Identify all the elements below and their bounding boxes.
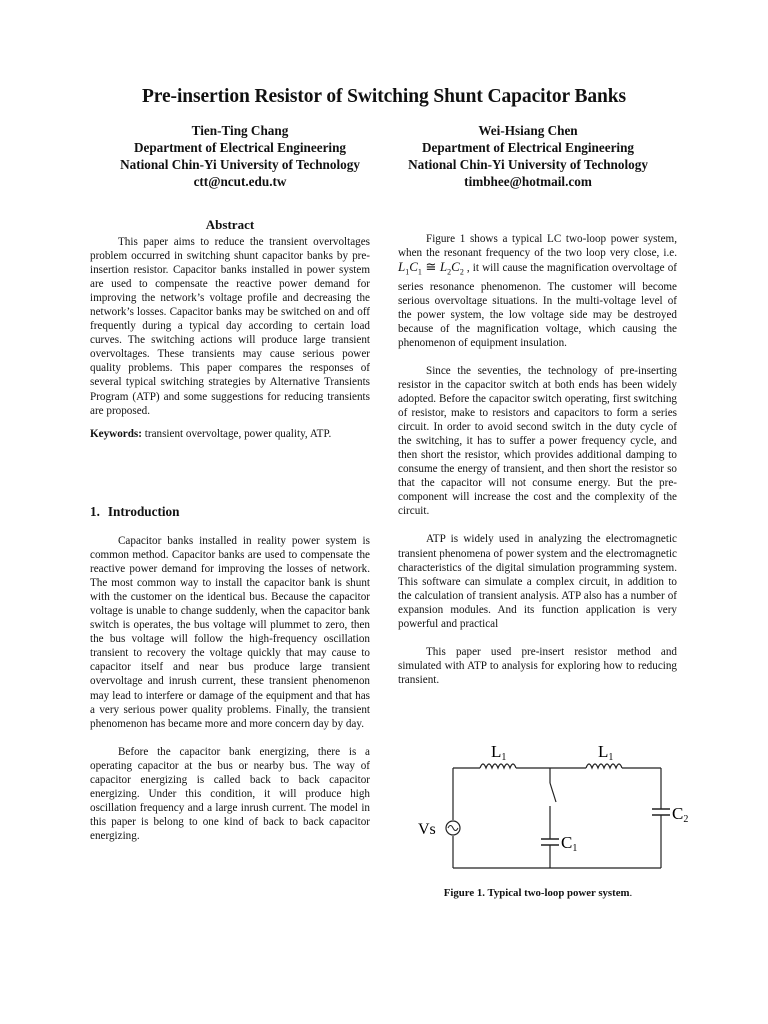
right-paragraph-1: Figure 1 shows a typical LC two-loop power system, when the resonant frequency of the two loop very close, i.e. $L_1C_1$ ≅ $L_2C_2$ , it will cause the magnification overvoltage of series resonance phenomenon. The customer will become serious overvoltage situations. In the multi-voltage level of the power system, the low voltage side may be destroyed because of the magnification voltage, which causing the phenomenon of equipment insulation. bbox=[398, 233, 677, 349]
keywords-text: transient overvoltage, power quality, ATP. bbox=[141, 427, 332, 440]
figure-caption: Figure 1. Typical two-loop power system. bbox=[443, 887, 633, 899]
section-heading-introduction bbox=[90, 504, 179, 520]
author-block-1 bbox=[96, 122, 384, 190]
label-l1-left: L1 bbox=[491, 742, 507, 763]
introduction-body bbox=[90, 534, 370, 843]
paper-title: Pre-insertion Resistor of Switching Shunt Capacitor Banks bbox=[141, 86, 626, 107]
switch bbox=[550, 783, 556, 802]
inductor-l1-left bbox=[480, 764, 516, 768]
right-column-body bbox=[398, 232, 677, 687]
section-number: 1. bbox=[90, 504, 100, 519]
right-paragraph-3: ATP is widely used in analyzing the electromagnetic transient phenomena of power system and the electromagnetic characteristics of the digital simulation programming system. This software can simulate a complex circuit, in addition to the calculation of transient analysis. ATP also has a number of expansion modules. And its function application is very powerful and practical bbox=[398, 533, 677, 630]
inductor-l1-right bbox=[586, 764, 622, 768]
author-block-2 bbox=[384, 122, 672, 190]
label-c2: C2 bbox=[672, 804, 689, 825]
abstract-heading: Abstract bbox=[205, 217, 255, 232]
keywords bbox=[90, 427, 370, 441]
resonance-equation: $L_1C_1$ ≅ $L_2C_2$ bbox=[398, 259, 464, 277]
intro-paragraph-2: Before the capacitor bank energizing, there is a operating capacitor at the bus or nearby bus. The way of capacitor energizing is called back to back capacitor energizing. Under this condition, it will produce high oscillation frequency and a large inrush current. The model in this paper is belong to one kind of back to back capacitor energizing. bbox=[90, 745, 370, 842]
label-c1: C1 bbox=[561, 833, 578, 854]
author-department: Department of Electrical Engineering bbox=[133, 140, 347, 155]
author-university: National Chin-Yi University of Technology bbox=[408, 157, 648, 172]
right-paragraph-2: Since the seventies, the technology of pre-inserting resistor in the capacitor switch at both ends has been widely adopted. Before the capacitor switch operating, first switching of resistor, make to resistors and capacitors to form a series circuit. In order to avoid second switch in the duty cycle of the switching, it has to suffer a power frequency cycle, and then short the resistor, which provides additional damping to consume the energy of transient, and then short the resistor so that the capacitor will not consume energy. But the pre-component will increase the cost and the complexity of the circuit. bbox=[398, 364, 677, 518]
abstract-text: This paper aims to reduce the transient overvoltages problem occurred in switching shunt capacitor banks by pre-insertion resistor. Capacitor banks installed in power system are used to compensate the reactive power demand for improving the network’s voltage profile and decreasing the network’s losses. Capacitor banks may be switched on and off frequently during a typical day according to certain load curves. The switching actions will produce large transient overvoltages. These transients may cause serious power quality problems. This paper compares the responses of several typical switching strategies by Alternative Transients Program (ATP) and some suggestions for reducing transients are proposed. bbox=[90, 236, 370, 417]
author-university: National Chin-Yi University of Technology bbox=[120, 157, 360, 172]
author-department: Department of Electrical Engineering bbox=[421, 140, 635, 155]
right-paragraph-4: This paper used pre-insert resistor method and simulated with ATP to analysis for exploring how to reducing transient. bbox=[398, 645, 677, 686]
label-l1-right: L1 bbox=[598, 742, 614, 763]
abstract-body bbox=[90, 235, 370, 441]
section-title: Introduction bbox=[107, 504, 180, 519]
author-email: ctt@ncut.edu.tw bbox=[193, 174, 287, 189]
circuit-diagram bbox=[398, 738, 698, 883]
label-vs: Vs bbox=[418, 821, 436, 838]
keywords-label: Keywords: bbox=[90, 427, 142, 440]
author-name: Tien-Ting Chang bbox=[191, 123, 289, 138]
intro-paragraph-1: Capacitor banks installed in reality power system is common method. Capacitor banks are used to compensate the reactive power demand for improving the losses of network. The most common way to install the capacitor bank is shunt with the customer on the identical bus. Because the capacitor voltage is unable to change suddenly, when the capacitor bank switch is operates, the bus voltage will plummet to zero, then the bus voltage will follow the high-frequency oscillation transient to recovery the voltage quickly that may cause to capacitor itself and near bus produce large transient overvoltage and inrush current, these transient phenomenon may lead to interfere or damage of the equipment and that has a very serious power quality problems. Finally, the transient phenomenon has became more and more concern day by day. bbox=[90, 535, 370, 730]
author-name: Wei-Hsiang Chen bbox=[478, 123, 578, 138]
author-email: timbhee@hotmail.com bbox=[464, 174, 592, 189]
